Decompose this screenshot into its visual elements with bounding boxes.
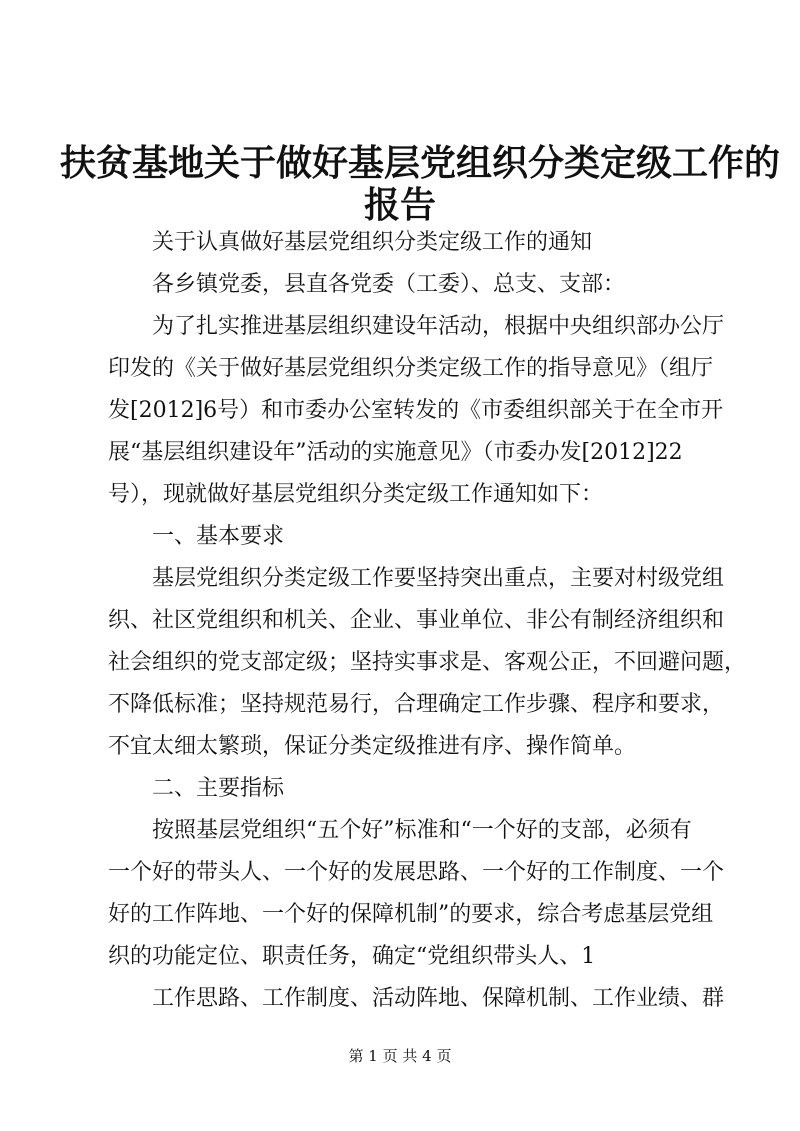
paragraph-line: 不降低标准；坚持规范易行，合理确定工作步骤、程序和要求， bbox=[108, 692, 725, 717]
paragraph-line: 织的功能定位、职责任务，确定“党组织带头人、1 bbox=[108, 944, 596, 969]
paragraph-line: 织、社区党组织和机关、企业、事业单位、非公有制经济组织和 bbox=[108, 608, 725, 633]
paragraph-line: 展“基层组织建设年”活动的实施意见》（市委办发[2012]22 bbox=[108, 440, 683, 465]
paragraph-line: 社会组织的党支部定级；坚持实事求是、客观公正，不回避问题， bbox=[108, 650, 747, 675]
document-title-line-2: 报告 bbox=[363, 184, 436, 226]
paragraph-line: 号），现就做好基层党组织分类定级工作通知如下： bbox=[108, 482, 604, 507]
section-heading-main-indicators: 二、主要指标 bbox=[152, 776, 285, 801]
paragraph-line: 工作思路、工作制度、活动阵地、保障机制、工作业绩、群 bbox=[152, 986, 725, 1011]
salutation: 各乡镇党委，县直各党委（工委）、总支、支部： bbox=[152, 272, 626, 297]
paragraph-line: 发[2012]6号）和市委办公室转发的《市委组织部关于在全市开 bbox=[108, 398, 724, 423]
paragraph-line: 印发的《关于做好基层党组织分类定级工作的指导意见》（组厅 bbox=[108, 356, 714, 381]
paragraph-line: 好的工作阵地、一个好的保障机制”的要求，综合考虑基层党组 bbox=[108, 902, 714, 927]
section-heading-basic-requirements: 一、基本要求 bbox=[152, 524, 285, 549]
page-footer: 第 1 页 共 4 页 bbox=[348, 1047, 452, 1065]
paragraph-line: 为了扎实推进基层组织建设年活动，根据中央组织部办公厅 bbox=[152, 314, 725, 339]
notice-heading: 关于认真做好基层党组织分类定级工作的通知 bbox=[152, 230, 593, 255]
paragraph-line: 不宜太细太繁琐，保证分类定级推进有序、操作简单。 bbox=[108, 734, 637, 759]
paragraph-line: 基层党组织分类定级工作要坚持突出重点，主要对村级党组 bbox=[152, 566, 725, 591]
document-title-line-1: 扶贫基地关于做好基层党组织分类定级工作的 bbox=[60, 142, 781, 184]
paragraph-line: 按照基层党组织“五个好”标准和“一个好的支部，必须有 bbox=[152, 818, 692, 843]
paragraph-line: 一个好的带头人、一个好的发展思路、一个好的工作制度、一个 bbox=[108, 860, 725, 885]
